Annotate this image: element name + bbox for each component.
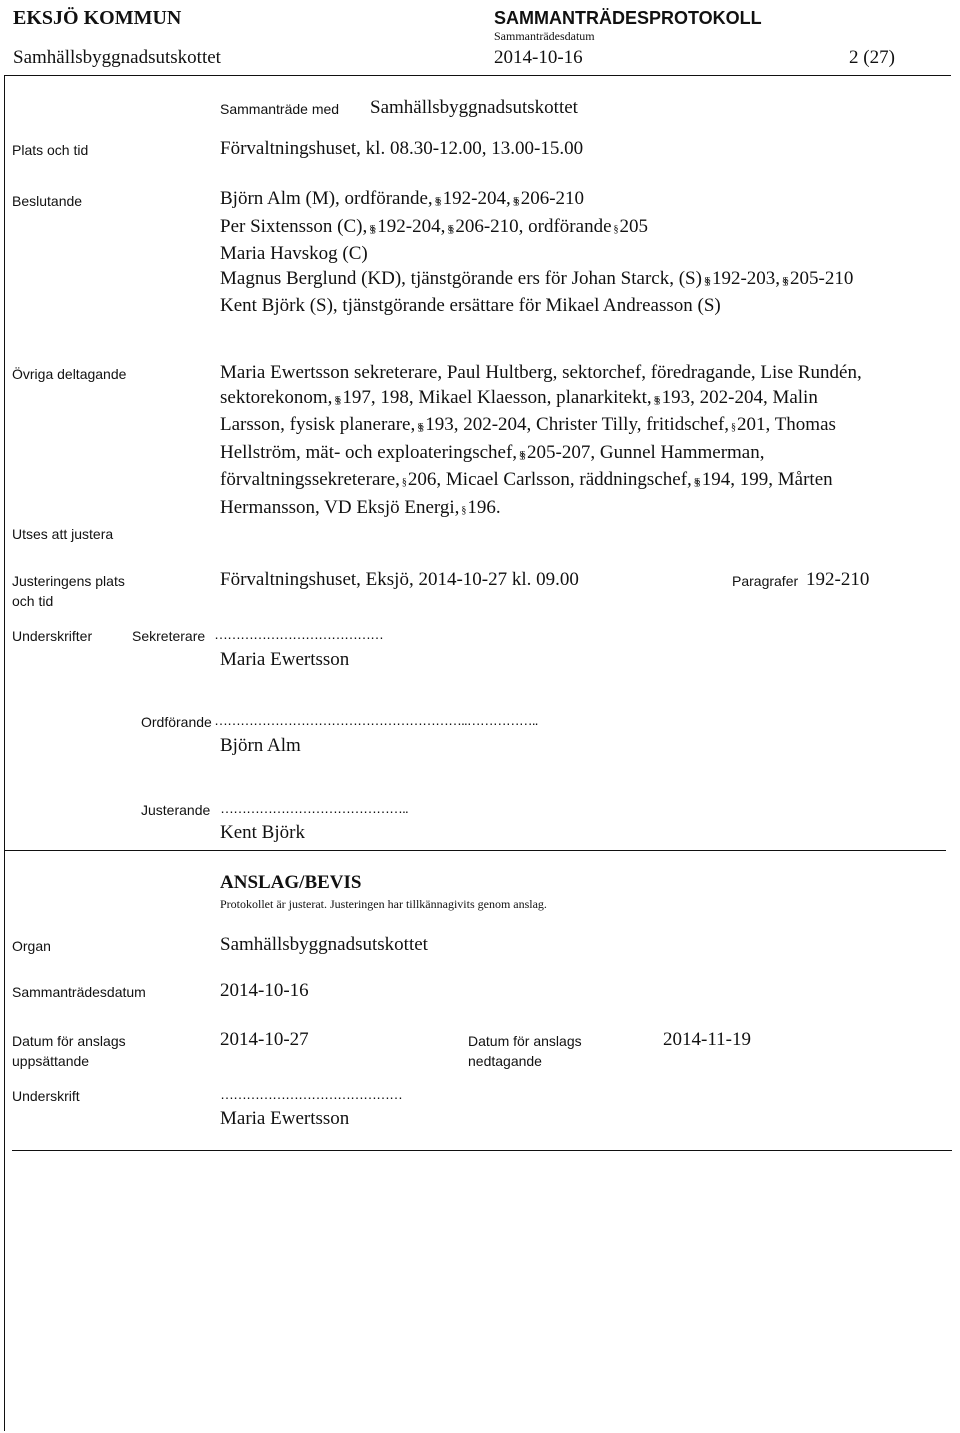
adjust-place-value: Förvaltningshuset, Eksjö, 2014-10-27 kl. 09.00 [220,569,579,590]
section-icon: §§ [417,422,422,433]
others-line: sektorekonom, §§ 197, 198, Mikael Klaesson, planarkitekt, §§ 193, 202-204, Malin [220,386,818,408]
decision-makers-label: Beslutande [12,193,83,209]
signature-separator-line [4,850,946,851]
header-separator-line [4,75,951,76]
decision-maker-line: Per Sixtensson (C), §§ 192-204, §§ 206-210, ordförande § 205 [220,215,649,237]
others-line: Hellström, mät- och exploateringschef, §§ 205-207, Gunnel Hammerman, [220,441,765,463]
footer-separator-line [12,1150,952,1151]
page-number: 2 (27) [849,47,895,68]
section-icon: §§ [334,394,339,406]
section-icon: § [613,223,616,235]
header-committee: Samhällsbyggnadsutskottet [13,47,221,68]
left-border-line [4,75,5,1431]
section-icon: § [401,477,404,488]
others-line: Larsson, fysisk planerare, §§ 193, 202-204, Christer Tilly, fritidschef, § 201, Thomas [220,414,836,435]
notice-signature-label: Underskrift [12,1088,80,1104]
others-list [220,361,945,523]
adjust-place-label-2: och tid [12,593,54,609]
paragraphs-value: 192-210 [806,569,870,590]
adjuster-signature-line: …………………………………….. [220,800,408,816]
section-icon: §§ [447,223,452,235]
decision-makers-list [220,187,945,319]
section-icon: §§ [519,449,524,461]
chair-signature-line: …………………………………………………..…………….. [214,712,538,728]
decision-maker-line: Björn Alm (M), ordförande, §§ 192-204, §§ 206-210 [220,188,585,209]
secretary-signature-line: ………………………………… [214,626,383,642]
decision-maker-line: Magnus Berglund (KD), tjänstgörande ers för Johan Starck, (S) §§ 192-203, §§ 205-210 [220,267,854,289]
signatures-label: Underskrifter [12,628,93,644]
posting-date-value: 2014-10-27 [220,1029,309,1050]
others-line: Maria Ewertsson sekreterare, Paul Hultberg, sektorchef, föredragande, Lise Rundén, [220,362,862,383]
section-icon: § [461,504,464,516]
document-type: SAMMANTRÄDESPROTOKOLL [494,8,762,28]
adjust-place-label-1: Justeringens plats [12,573,125,589]
meeting-with-value: Samhällsbyggnadsutskottet [370,97,578,118]
section-icon: §§ [653,394,658,406]
secretary-label: Sekreterare [132,628,206,644]
secretary-name: Maria Ewertsson [220,649,350,670]
others-line: förvaltningssekreterare, § 206, Micael Carlsson, räddningschef, §§ 194, 199, Mårten [220,469,833,490]
date-caption: Sammanträdesdatum [494,29,595,43]
municipality-name: EKSJÖ KOMMUN [13,7,182,29]
meeting-with-label: Sammanträde med [220,101,340,117]
place-value: Förvaltningshuset, kl. 08.30-12.00, 13.00-15.00 [220,138,584,159]
posting-date-label-1: Datum för anslags [12,1033,126,1049]
section-icon: §§ [512,196,517,207]
adjuster-name: Kent Björk [220,822,305,843]
others-label: Övriga deltagande [12,366,127,382]
section-icon: §§ [703,275,708,287]
meeting-date-label: Sammanträdesdatum [12,984,146,1000]
place-label: Plats och tid [12,142,89,158]
chair-name: Björn Alm [220,735,301,756]
paragraphs-label: Paragrafer [732,573,799,589]
posting-date-label-2: uppsättande [12,1053,90,1069]
decision-maker-line: Kent Björk (S), tjänstgörande ersättare för Mikael Andreasson (S) [220,295,721,316]
selected-adjuster-label: Utses att justera [12,526,114,542]
chair-label: Ordförande [141,714,212,730]
organ-value: Samhällsbyggnadsutskottet [220,934,428,955]
removal-date-label-2: nedtagande [468,1053,542,1069]
organ-label: Organ [12,938,51,954]
others-line: Hermansson, VD Eksjö Energi, § 196. [220,496,501,518]
section-icon: §§ [369,223,374,235]
section-icon: §§ [693,477,698,488]
notice-signature-name: Maria Ewertsson [220,1108,350,1129]
decision-maker-line: Maria Havskog (C) [220,243,368,264]
notice-title: ANSLAG/BEVIS [220,872,362,893]
section-icon: §§ [434,196,439,207]
removal-date-label-1: Datum för anslags [468,1033,582,1049]
meeting-date-value: 2014-10-16 [220,980,309,1001]
notice-subtitle: Protokollet är justerat. Justeringen har tillkännagivits genom anslag. [220,897,547,911]
removal-date-value: 2014-11-19 [663,1029,751,1050]
section-icon: § [731,422,734,433]
adjuster-label: Justerande [141,802,211,818]
header-date: 2014-10-16 [494,47,583,68]
notice-signature-line: …………………………………… [220,1086,402,1102]
section-icon: §§ [782,275,787,287]
